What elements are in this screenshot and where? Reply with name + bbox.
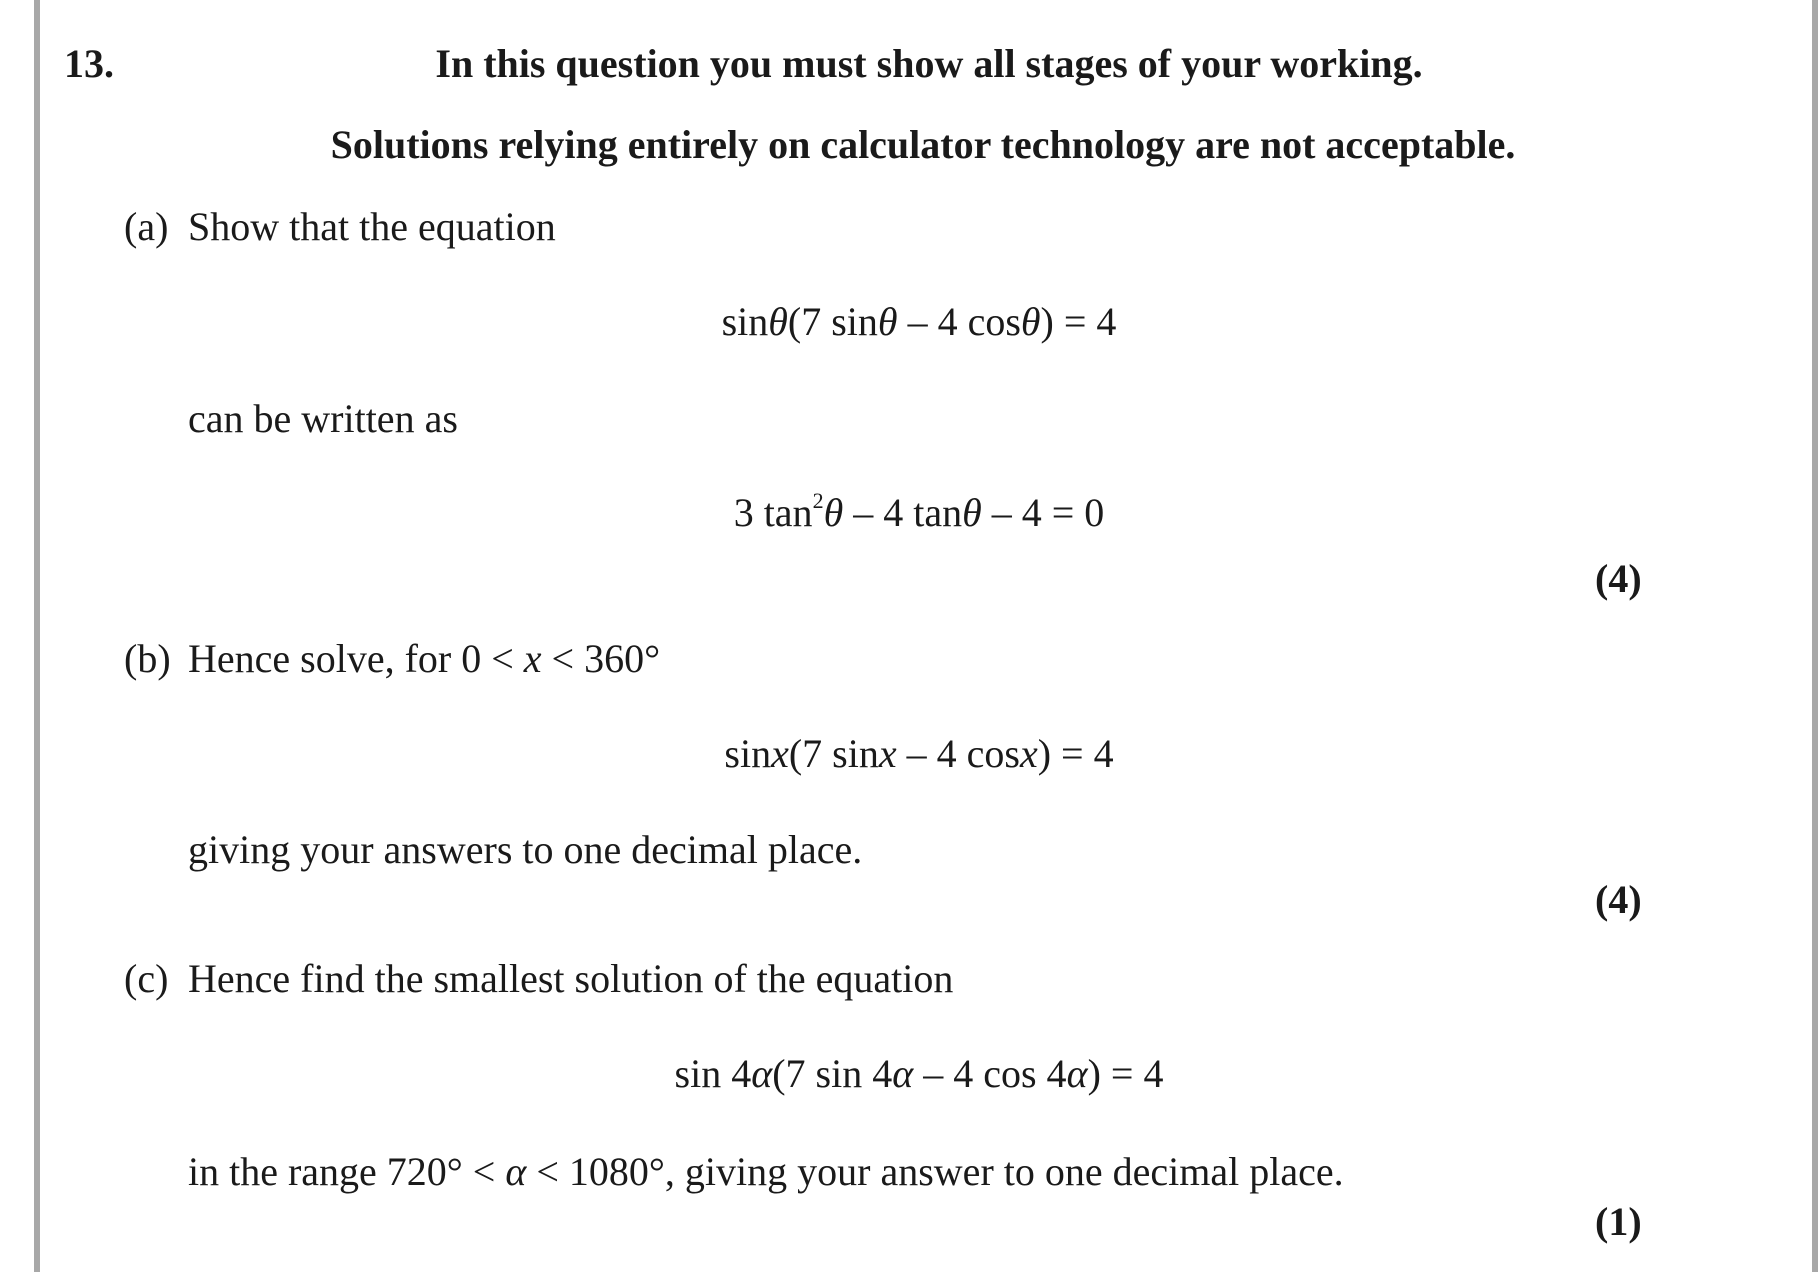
part-c-marks: (1) xyxy=(1595,1199,1642,1244)
part-a-text: Show that the equation xyxy=(188,204,556,249)
part-a-marks: (4) xyxy=(1595,556,1642,601)
part-b-label: (b) xyxy=(124,636,171,681)
part-c-text: Hence find the smallest solution of the equation xyxy=(188,956,954,1001)
part-c-equation: sin 4α(7 sin 4α – 4 cos 4α) = 4 xyxy=(674,1051,1164,1096)
question-number: 13. xyxy=(64,41,114,86)
part-c-label: (c) xyxy=(124,956,169,1001)
part-b-text: Hence solve, for 0 < x < 360° xyxy=(188,636,661,681)
part-a-equation-1: sinθ(7 sinθ – 4 cosθ) = 4 xyxy=(721,299,1117,344)
instruction-working: In this question you must show all stages of your working. xyxy=(435,41,1423,86)
part-a-equation-2: 3 $\tan^2\theta - 4$ tanθ – 4 = 0 xyxy=(733,488,1105,535)
part-b-equation: sinx(7 sinx – 4 cosx) = 4 xyxy=(724,731,1114,776)
part-a-label: (a) xyxy=(124,204,169,249)
part-c-range: in the range 720° < α < 1080°, giving your answer to one decimal place. xyxy=(188,1149,1344,1194)
instruction-calculator: Solutions relying entirely on calculator technology are not acceptable. xyxy=(330,122,1516,167)
part-a-connector: can be written as xyxy=(188,396,458,441)
part-b-connector: giving your answers to one decimal place. xyxy=(188,827,863,872)
part-b-marks: (4) xyxy=(1595,877,1642,922)
